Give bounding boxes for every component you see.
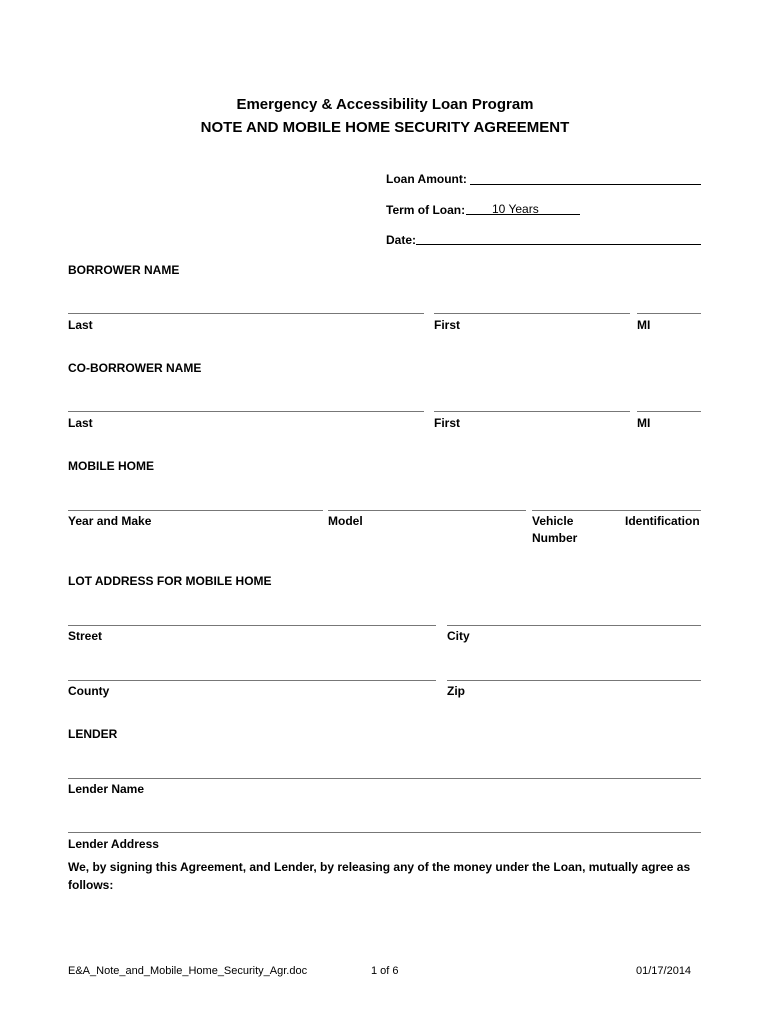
county-field[interactable] bbox=[68, 680, 436, 681]
lender-section-heading: LENDER bbox=[68, 727, 118, 741]
city-field[interactable] bbox=[447, 625, 701, 626]
borrower-section-heading: BORROWER NAME bbox=[68, 263, 180, 277]
date-field[interactable] bbox=[416, 244, 701, 245]
model-label: Model bbox=[328, 514, 363, 528]
document-subtitle: NOTE AND MOBILE HOME SECURITY AGREEMENT bbox=[200, 119, 570, 136]
borrower-first-label: First bbox=[434, 318, 461, 332]
agreement-text-line2: follows: bbox=[68, 878, 114, 892]
zip-label: Zip bbox=[447, 684, 465, 698]
lot-address-section-heading: LOT ADDRESS FOR MOBILE HOME bbox=[68, 574, 272, 588]
lender-name-label: Lender Name bbox=[68, 782, 145, 796]
vin-label-vehicle: Vehicle bbox=[532, 514, 574, 528]
year-make-label: Year and Make bbox=[68, 514, 152, 528]
footer-page-number: 1 of 6 bbox=[371, 965, 399, 977]
borrower-mi-label: MI bbox=[637, 318, 651, 332]
loan-amount-label: Loan Amount: bbox=[386, 172, 467, 186]
borrower-mi-field[interactable] bbox=[637, 313, 701, 314]
term-of-loan-value: 10 Years bbox=[492, 202, 539, 216]
county-label: County bbox=[68, 684, 110, 698]
vin-label-number: Number bbox=[532, 531, 578, 545]
co-borrower-first-field[interactable] bbox=[434, 411, 630, 412]
co-borrower-mi-field[interactable] bbox=[637, 411, 701, 412]
co-borrower-mi-label: MI bbox=[637, 416, 651, 430]
zip-field[interactable] bbox=[447, 680, 701, 681]
mobile-home-section-heading: MOBILE HOME bbox=[68, 459, 154, 473]
loan-amount-field[interactable] bbox=[470, 184, 701, 185]
co-borrower-last-field[interactable] bbox=[68, 411, 424, 412]
model-field[interactable] bbox=[328, 510, 526, 511]
footer-filename: E&A_Note_and_Mobile_Home_Security_Agr.doc bbox=[68, 965, 308, 977]
borrower-first-field[interactable] bbox=[434, 313, 630, 314]
vin-label-identification: Identification bbox=[625, 514, 700, 528]
term-of-loan-label: Term of Loan: bbox=[386, 203, 466, 217]
document-title: Emergency & Accessibility Loan Program bbox=[236, 96, 534, 113]
borrower-last-field[interactable] bbox=[68, 313, 424, 314]
agreement-text-line1: We, by signing this Agreement, and Lender, by releasing any of the money under the Loan, mutually agree as bbox=[68, 860, 691, 874]
co-borrower-last-label: Last bbox=[68, 416, 93, 430]
co-borrower-section-heading: CO-BORROWER NAME bbox=[68, 361, 202, 375]
lender-address-label: Lender Address bbox=[68, 837, 159, 851]
vin-field[interactable] bbox=[532, 510, 701, 511]
co-borrower-first-label: First bbox=[434, 416, 461, 430]
footer-date: 01/17/2014 bbox=[636, 965, 692, 977]
lender-name-field[interactable] bbox=[68, 778, 701, 779]
year-make-field[interactable] bbox=[68, 510, 323, 511]
borrower-last-label: Last bbox=[68, 318, 93, 332]
street-field[interactable] bbox=[68, 625, 436, 626]
street-label: Street bbox=[68, 629, 103, 643]
city-label: City bbox=[447, 629, 470, 643]
date-label: Date: bbox=[386, 233, 417, 247]
lender-address-field[interactable] bbox=[68, 832, 701, 833]
